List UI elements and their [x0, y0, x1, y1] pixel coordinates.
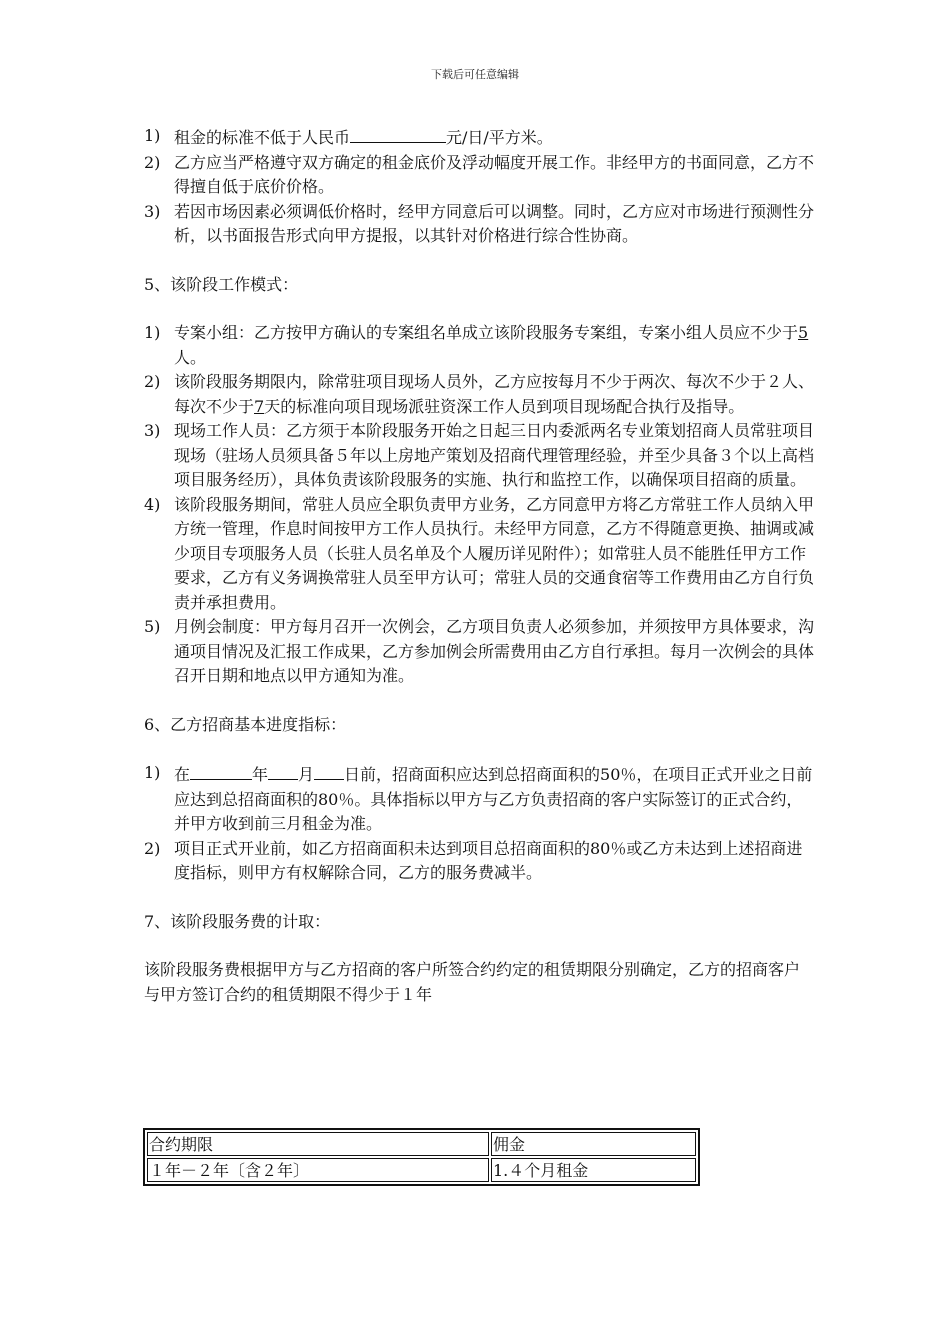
list-item: 2) 乙方应当严格遵守双方确定的租金底价及浮动幅度开展工作。非经甲方的书面同意，乙方不得擅自低于底价价格。	[144, 152, 815, 196]
blank-day	[314, 761, 344, 780]
document-body	[144, 124, 814, 1007]
item-number: 2)	[144, 372, 161, 391]
blank-year	[190, 761, 252, 780]
blank-field	[350, 124, 446, 143]
table-cell: 1.４个月租金	[491, 1158, 696, 1182]
item-number: 4)	[144, 494, 161, 514]
list-item: 5) 月例会制度：甲方每月召开一次例会，乙方项目负责人必须参加，并须按甲方具体要求，沟通项目情况及汇报工作成果，乙方参加例会所需费用由乙方自行承担。每月一次例会的具体召开日期和地点以甲方通知为准。	[144, 617, 815, 685]
item-number: 2)	[144, 838, 161, 858]
table-header-cell: 合约期限	[147, 1132, 489, 1156]
section-5-title: 5、该阶段工作模式：	[144, 274, 299, 294]
list-item: 1) 租金的标准不低于人民币 元/日/平方米。	[144, 126, 553, 147]
section-7-title: 7、该阶段服务费的计取：	[144, 911, 331, 931]
list-item: 3) 现场工作人员：乙方须于本阶段服务开始之日起三日内委派两名专业策划招商人员常驻项目现场（驻场人员须具备５年以上房地产策划及招商代理管理经验，并至少具备３个以上高档项目服务经历），具体负责该阶段服务的实施、执行和监控工作，以确保项目招商的质量。	[144, 421, 815, 489]
section-6-title: 6、乙方招商基本进度指标：	[144, 714, 347, 734]
item-number: 1)	[144, 763, 161, 782]
fee-paragraph: 该阶段服务费根据甲方与乙方招商的客户所签合约约定的租赁期限分别确定，乙方的招商客户与甲方签订合约的租赁期限不得少于１年	[144, 960, 801, 1004]
item-number: 1)	[144, 126, 161, 145]
list-item: 1) 专案小组：乙方按甲方确认的专案组名单成立该阶段服务专案组，专案小组人员应不少于5人。	[144, 323, 809, 367]
item-number: 1)	[144, 323, 161, 342]
work-mode-list	[144, 321, 814, 689]
table-row	[147, 1158, 696, 1182]
table-header-cell: 佣金	[491, 1132, 696, 1156]
table-cell: １年－２年〔含２年〕	[147, 1158, 489, 1182]
list-item: 2) 项目正式开业前，如乙方招商面积未达到项目总招商面积的80％或乙方未达到上述招商进度指标，则甲方有权解除合同，乙方的服务费减半。	[144, 838, 803, 882]
rent-terms-list	[144, 124, 814, 249]
commission-table	[143, 1128, 700, 1186]
item-number: 2)	[144, 152, 161, 172]
item-number: 5)	[144, 617, 161, 636]
list-item: 3) 若因市场因素必须调低价格时，经甲方同意后可以调整。同时，乙方应对市场进行预测性分析，以书面报告形式向甲方提报，以其针对价格进行综合性协商。	[144, 201, 815, 245]
progress-targets-list	[144, 761, 814, 886]
list-item: 2) 该阶段服务期限内，除常驻项目现场人员外，乙方应按每月不少于两次、每次不少于２人、每次不少于7天的标准向项目现场派驻资深工作人员到项目现场配合执行及指导。	[144, 372, 815, 416]
item-number: 3)	[144, 201, 161, 221]
blank-month	[268, 761, 298, 780]
page-header: 下载后可任意编辑	[431, 68, 519, 81]
table-header-row	[147, 1132, 696, 1156]
item-number: 3)	[144, 421, 161, 440]
list-item: 1) 在 年 月 日前，招商面积应达到总招商面积的50％，在项目正式开业之日前应达到总招商面积的80％。具体指标以甲方与乙方负责招商的客户实际签订的正式合约，并甲方收到前三月租金为准。	[144, 763, 813, 833]
list-item: 4) 该阶段服务期间，常驻人员应全职负责甲方业务，乙方同意甲方将乙方常驻工作人员纳入甲方统一管理，作息时间按甲方工作人员执行。未经甲方同意，乙方不得随意更换、抽调或减少项目专项服务人员（长驻人员名单及个人履历详见附件）；如常驻人员不能胜任甲方工作要求，乙方有义务调换常驻人员至甲方认可；常驻人员的交通食宿等工作费用由乙方自行负责并承担费用。	[144, 494, 815, 612]
